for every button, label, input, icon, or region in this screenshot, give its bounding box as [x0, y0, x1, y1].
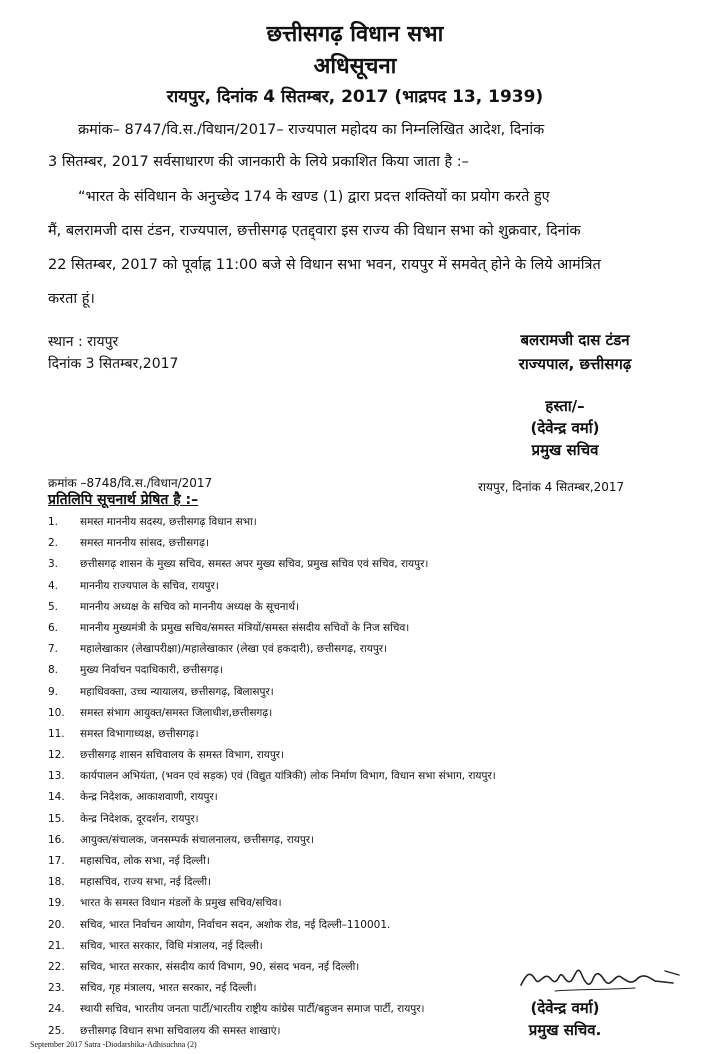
handwritten-signature [515, 955, 690, 997]
quote-line-1: “भारत के संविधान के अनुच्छेद 174 के खण्ड (1) द्वारा प्रदत्त शक्तियों का प्रयोग करते हुए [78, 189, 550, 205]
list-item: 17. महासचिव, लोक सभा, नई दिल्ली। [48, 855, 210, 867]
date-line: रायपुर, दिनांक 4 सितम्बर, 2017 (भाद्रपद 13, 1939) [166, 87, 544, 107]
footer-secretary-designation: प्रमुख सचिव. [528, 1021, 602, 1039]
quote-line-3: 22 सितम्बर, 2017 को पूर्वाह्न 11:00 बजे से विधान सभा भवन, रायपुर में समवेत् होने के लिये आमंत्रित [48, 257, 601, 273]
list-item: 24. स्थायी सचिव, भारतीय जनता पार्टी/भारतीय राष्ट्रीय कांग्रेस पार्टी/बहुजन समाज पार्टी, रायपुर। [48, 1003, 425, 1016]
list-item: 14. केन्द्र निदेशक, आकाशवाणी, रायपुर। [48, 791, 218, 804]
list-item: 1. समस्त माननीय सदस्य, छत्तीसगढ़ विधान सभा। [48, 516, 257, 528]
list-item: 9. महाधिवक्ता, उच्च न्यायालय, छत्तीसगढ़, बिलासपुर। [48, 685, 274, 698]
secretary-designation: प्रमुख सचिव [531, 441, 599, 459]
list-item: 25. छत्तीसगढ़ विधान सभा सचिवालय की समस्त शाखाएं। [48, 1024, 281, 1037]
list-item: 18. महासचिव, राज्य सभा, नई दिल्ली। [48, 876, 212, 889]
order-line-1: क्रमांक– 8747/वि.स./विधान/2017– राज्यपाल महोदय का निम्नलिखित आदेश, दिनांक [78, 122, 545, 138]
quoted-order [48, 180, 660, 316]
order-line-2: 3 सितम्बर, 2017 सर्वसाधारण की जानकारी के लिये प्रकाशित किया जाता है :– [48, 154, 469, 170]
signed-label: हस्ता/– [545, 397, 585, 415]
secretary-name: (देवेन्द्र वर्मा) [530, 419, 600, 437]
notification-title: अधिसूचना [313, 54, 397, 79]
list-item: 13. कार्यपालन अभियंता, (भवन एवं सड़क) एवं (विद्युत यांत्रिकी) लोक निर्माण विभाग, विधान सभा संभाग, रायपुर। [48, 770, 496, 783]
list-item: 23. सचिव, गृह मंत्रालय, भारत सरकार, नई दिल्ली। [48, 982, 257, 995]
list-item: 16. आयुक्त/संचालक, जनसम्पर्क संचालनालय, छत्तीसगढ़, रायपुर। [48, 833, 315, 846]
list-item: 12. छत्तीसगढ़ शासन सचिवालय के समस्त विभाग, रायपुर। [48, 749, 285, 762]
copy-heading: प्रतिलिपि सूचनार्थ प्रेषित है :– [48, 492, 199, 508]
footer-note: September 2017 Satra -Diodarshika-Adhisuchna (2) [30, 1040, 197, 1049]
list-item: 15. केन्द्र निदेशक, दूरदर्शन, रायपुर। [48, 812, 199, 825]
list-item: 3. छत्तीसगढ़ शासन के मुख्य सचिव, समस्त अपर मुख्य सचिव, प्रमुख सचिव एवं सचिव, रायपुर। [48, 558, 429, 571]
order-paragraph [48, 114, 660, 178]
quote-line-2: मैं, बलरामजी दास टंडन, राज्यपाल, छत्तीसगढ़ एतद्द्वारा इस राज्य की विधान सभा को शुक्रवार, दिनांक [48, 223, 581, 239]
list-item: 19. भारत के समस्त विधान मंडलों के प्रमुख सचिव/सचिव। [48, 897, 282, 910]
copy-date: रायपुर, दिनांक 4 सितम्बर,2017 [478, 480, 625, 494]
copy-number: क्रमांक –8748/वि.स./विधान/2017 [48, 476, 213, 490]
list-item: 11. समस्त विभागाध्यक्ष, छत्तीसगढ़। [48, 727, 199, 740]
list-item: 20. सचिव, भारत निर्वाचन आयोग, निर्वाचन सदन, अशोक रोड, नई दिल्ली–110001. [48, 918, 391, 931]
place-label: स्थान : रायपुर [48, 334, 119, 350]
quote-line-4: करता हूं। [48, 291, 95, 307]
list-item: 22. सचिव, भारत सरकार, संसदीय कार्य विभाग, 90, संसद भवन, नई दिल्ली। [48, 960, 360, 973]
order-date-label: दिनांक 3 सितम्बर,2017 [48, 356, 179, 372]
governor-name: बलरामजी दास टंडन [520, 331, 630, 349]
footer-secretary-name: (देवेन्द्र वर्मा) [530, 999, 600, 1017]
assembly-title: छत्तीसगढ़ विधान सभा [266, 22, 444, 47]
list-item: 4. माननीय राज्यपाल के सचिव, रायपुर। [48, 579, 219, 592]
list-item: 7. महालेखाकार (लेखापरीक्षा)/महालेखाकार (लेखा एवं हकदारी), छत्तीसगढ़, रायपुर। [48, 643, 388, 656]
list-item: 10. समस्त संभाग आयुक्त/समस्त जिलाधीश,छत्तीसगढ़। [48, 706, 273, 719]
list-item: 8. मुख्य निर्वाचन पदाधिकारी, छत्तीसगढ़। [48, 664, 223, 677]
list-item: 21. सचिव, भारत सरकार, विधि मंत्रालय, नई दिल्ली। [48, 939, 263, 952]
governor-title: राज्यपाल, छत्तीसगढ़ [518, 355, 632, 373]
list-item: 6. माननीय मुख्यमंत्री के प्रमुख सचिव/समस्त मंत्रियों/समस्त संसदीय सचिवों के निज सचिव। [48, 621, 410, 634]
list-item: 5. माननीय अध्यक्ष के सचिव को माननीय अध्यक्ष के सूचनार्थ। [48, 600, 300, 613]
list-item: 2. समस्त माननीय सांसद, छत्तीसगढ़। [48, 537, 209, 550]
